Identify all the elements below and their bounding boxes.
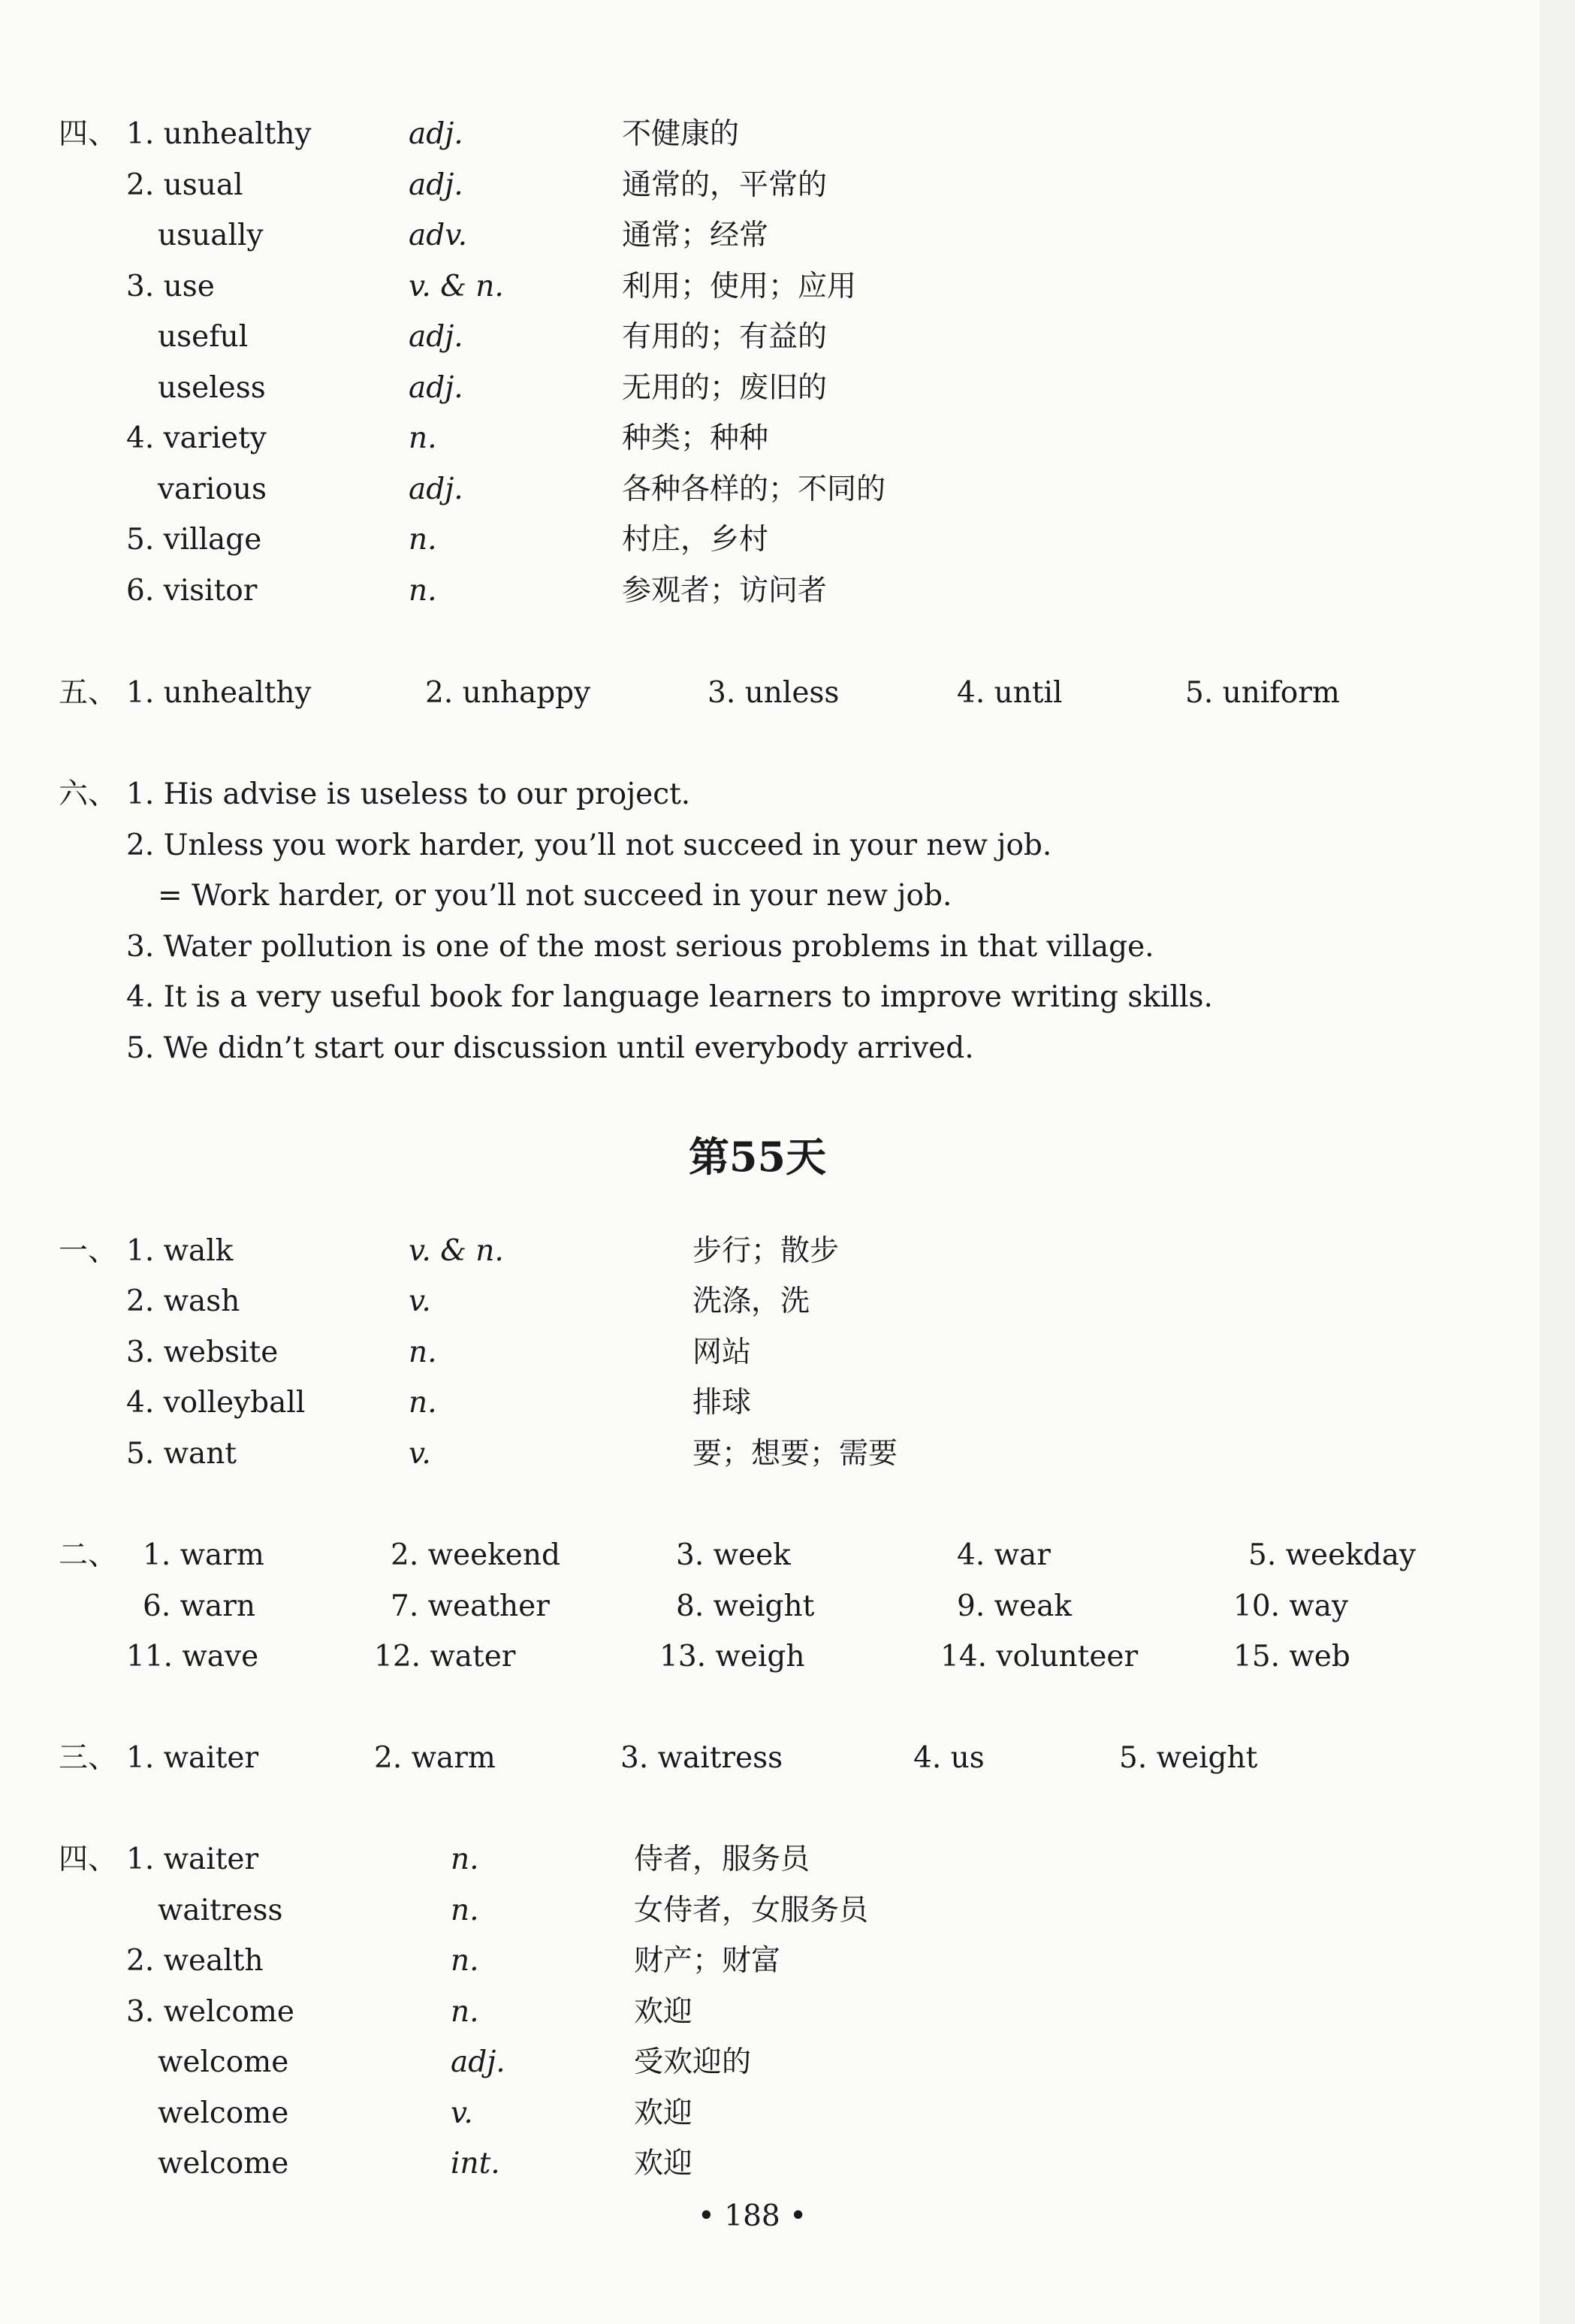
meaning: 无用的；废旧的 [622,371,828,405]
answer-item: 3. week [676,1538,791,1572]
part-of-speech: n. [409,1386,437,1420]
day-title: 第55天 [688,1133,827,1181]
word: welcome [158,2147,289,2181]
word: 3. use [126,270,215,303]
sentence-text: 5. We didn’t start our discussion until everybody arrived. [126,1031,974,1065]
section-marker: 四、 [59,1843,118,1876]
meaning: 欢迎 [634,2147,693,2181]
meaning: 欢迎 [634,2096,693,2130]
meaning: 有用的；有益的 [622,320,828,354]
part-of-speech: adj. [409,371,463,405]
meaning: 侍者，服务员 [634,1843,810,1876]
sentence-text: 2. Unless you work harder, you’ll not succeed in your new job. [126,828,1052,862]
meaning: 种类；种种 [622,421,769,455]
answer-item: 4. us [913,1741,985,1775]
section-marker: 五、 [59,676,118,710]
part-of-speech: int. [451,2147,500,2181]
word: various [158,472,267,506]
meaning: 各种各样的；不同的 [622,472,886,506]
part-of-speech: n. [409,523,437,557]
section-marker: 六、 [59,777,118,811]
part-of-speech: n. [451,1894,479,1927]
part-of-speech: v. & n. [409,270,504,303]
answer-item: 9. weak [957,1589,1072,1623]
answer-item: 7. weather [391,1589,550,1623]
part-of-speech: adj. [451,2045,505,2079]
answer-item: 15. web [1233,1640,1350,1674]
answer-item: 6. warn [143,1589,256,1623]
word: 1. walk [126,1234,234,1268]
meaning: 排球 [692,1386,752,1420]
answer-item: 12. water [374,1640,516,1674]
word: useless [158,371,266,405]
word: welcome [158,2045,289,2079]
part-of-speech: n. [451,1944,479,1978]
part-of-speech: adj. [409,320,463,354]
answer-item: 3. unless [708,676,840,710]
meaning: 不健康的 [622,117,740,151]
meaning: 通常；经常 [622,219,769,252]
answer-item: 2. weekend [391,1538,560,1572]
part-of-speech: adj. [409,472,463,506]
answer-item: 3. waitress [620,1741,783,1775]
answer-item: 8. weight [676,1589,815,1623]
part-of-speech: v. [409,1437,431,1471]
part-of-speech: n. [451,1995,479,2029]
answer-item: 1. unhealthy [126,676,312,710]
meaning: 通常的，平常的 [622,168,828,202]
part-of-speech: adj. [409,168,463,202]
answer-item: 5. weekday [1248,1538,1417,1572]
meaning: 受欢迎的 [634,2045,752,2079]
meaning: 女侍者，女服务员 [634,1894,869,1927]
part-of-speech: v. [451,2096,473,2130]
word: 3. welcome [126,1995,294,2029]
sentence-text: 4. It is a very useful book for language learners to improve writing skills. [126,980,1213,1014]
answer-item: 4. war [957,1538,1051,1572]
meaning: 网站 [692,1336,752,1369]
answer-item: 10. way [1233,1589,1349,1623]
answer-item: 14. volunteer [940,1640,1139,1674]
word: 5. village [126,523,262,557]
part-of-speech: n. [409,1336,437,1369]
answer-item: 1. warm [143,1538,264,1572]
answer-item: 5. uniform [1185,676,1340,710]
word: 2. usual [126,168,243,202]
meaning: 洗涤，洗 [692,1284,810,1318]
part-of-speech: adv. [409,219,468,252]
answer-item: 2. warm [374,1741,496,1775]
section-marker: 四、 [59,117,118,151]
sentence-text: = Work harder, or you’ll not succeed in your new job. [158,879,952,913]
answer-item: 4. until [957,676,1063,710]
answer-item: 2. unhappy [425,676,591,710]
word: useful [158,320,249,354]
section-marker: 三、 [59,1741,118,1775]
word: usually [158,219,264,252]
word: 1. waiter [126,1843,259,1876]
word: 2. wash [126,1284,240,1318]
part-of-speech: n. [451,1843,479,1876]
word: 4. variety [126,421,267,455]
section-marker: 一、 [59,1234,118,1268]
part-of-speech: n. [409,421,437,455]
section-marker: 二、 [59,1538,118,1572]
meaning: 财产；财富 [634,1944,781,1978]
meaning: 要；想要；需要 [692,1437,898,1471]
word: 5. want [126,1437,237,1471]
part-of-speech: n. [409,574,437,608]
meaning: 欢迎 [634,1995,693,2029]
meaning: 参观者；访问者 [622,574,828,608]
word: waitress [158,1894,283,1927]
meaning: 利用；使用；应用 [622,270,857,303]
part-of-speech: v. [409,1284,431,1318]
meaning: 村庄，乡村 [622,523,769,557]
word: welcome [158,2096,289,2130]
sentence-text: 1. His advise is useless to our project. [126,777,691,811]
meaning: 步行；散步 [692,1234,840,1268]
answer-item: 1. waiter [126,1741,259,1775]
answer-item: 5. weight [1119,1741,1258,1775]
word: 3. website [126,1336,279,1369]
word: 1. unhealthy [126,117,312,151]
part-of-speech: v. & n. [409,1234,504,1268]
word: 2. wealth [126,1944,264,1978]
part-of-speech: adj. [409,117,463,151]
word: 4. volleyball [126,1386,306,1420]
sentence-text: 3. Water pollution is one of the most serious problems in that village. [126,930,1154,964]
word: 6. visitor [126,574,258,608]
answer-item: 11. wave [126,1640,259,1674]
page-number: • 188 • [697,2199,807,2233]
answer-item: 13. weigh [659,1640,805,1674]
